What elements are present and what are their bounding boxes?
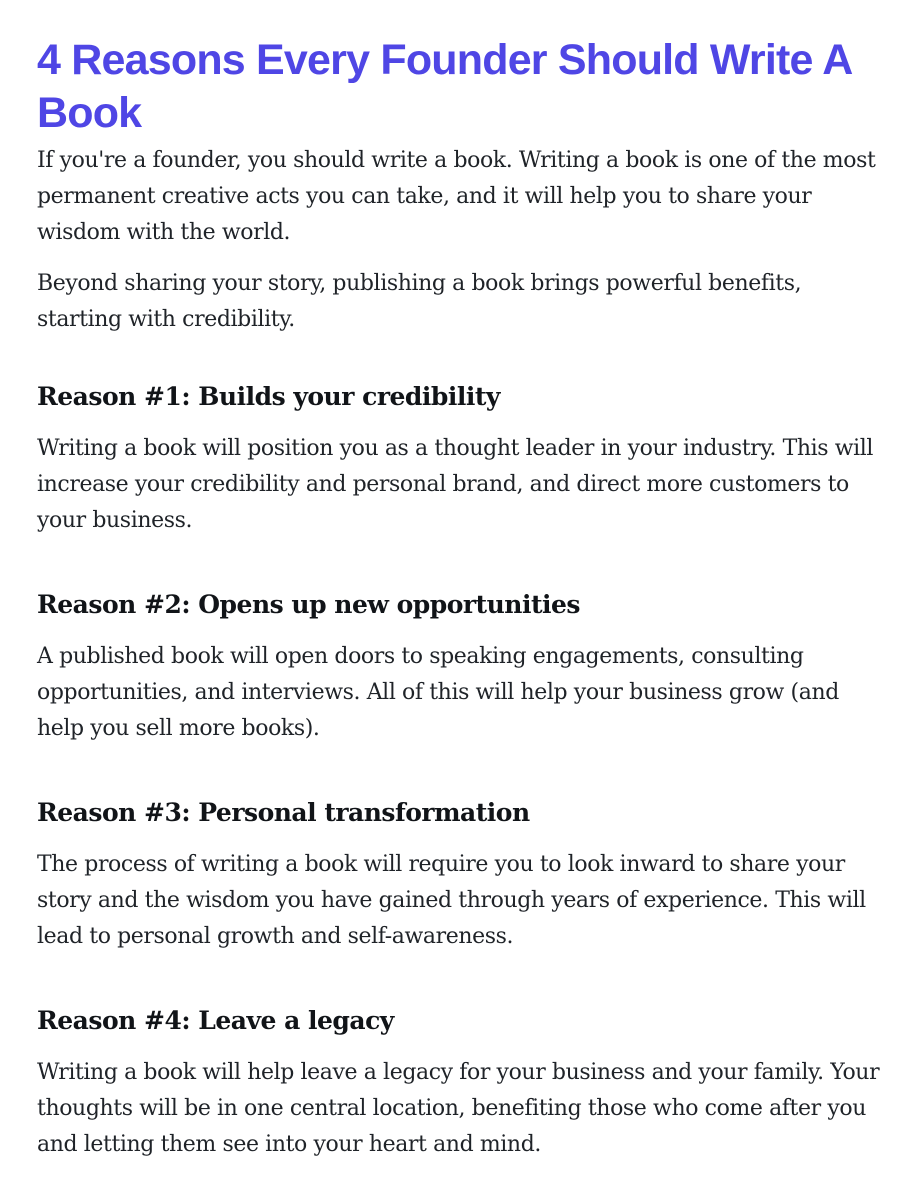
intro-paragraph: Beyond sharing your story, publishing a book brings powerful benefits, starting with credibility. <box>37 271 802 332</box>
article-title: 4 Reasons Every Founder Should Write A Book <box>37 36 851 137</box>
section-heading: Reason #2: Opens up new opportunities <box>37 590 580 619</box>
section-paragraph: Writing a book will help leave a legacy for your business and your family. Your thoughts will be in one central location, benefiting those who come after you and letting them see into your heart and mind. <box>37 1060 880 1157</box>
section-paragraph: Writing a book will position you as a thought leader in your industry. This will increase your credibility and personal brand, and direct more customers to your business. <box>37 436 874 533</box>
article <box>37 34 887 1163</box>
section-paragraph: The process of writing a book will require you to look inward to share your story and the wisdom you have gained through years of experience. This will lead to personal growth and self-awareness. <box>37 852 866 949</box>
section-paragraph: A published book will open doors to speaking engagements, consulting opportunities, and interviews. All of this will help your business grow (and help you sell more books). <box>37 644 839 741</box>
reason-section-2 <box>37 587 887 747</box>
section-heading: Reason #1: Builds your credibility <box>37 382 500 411</box>
reason-section-4 <box>37 1003 887 1163</box>
reason-section-3 <box>37 795 887 955</box>
intro-paragraph: If you're a founder, you should write a book. Writing a book is one of the most permanent creative acts you can take, and it will help you to share your wisdom with the world. <box>37 148 876 245</box>
section-heading: Reason #3: Personal transformation <box>37 798 530 827</box>
reason-section-1 <box>37 379 887 539</box>
section-heading: Reason #4: Leave a legacy <box>37 1006 394 1035</box>
